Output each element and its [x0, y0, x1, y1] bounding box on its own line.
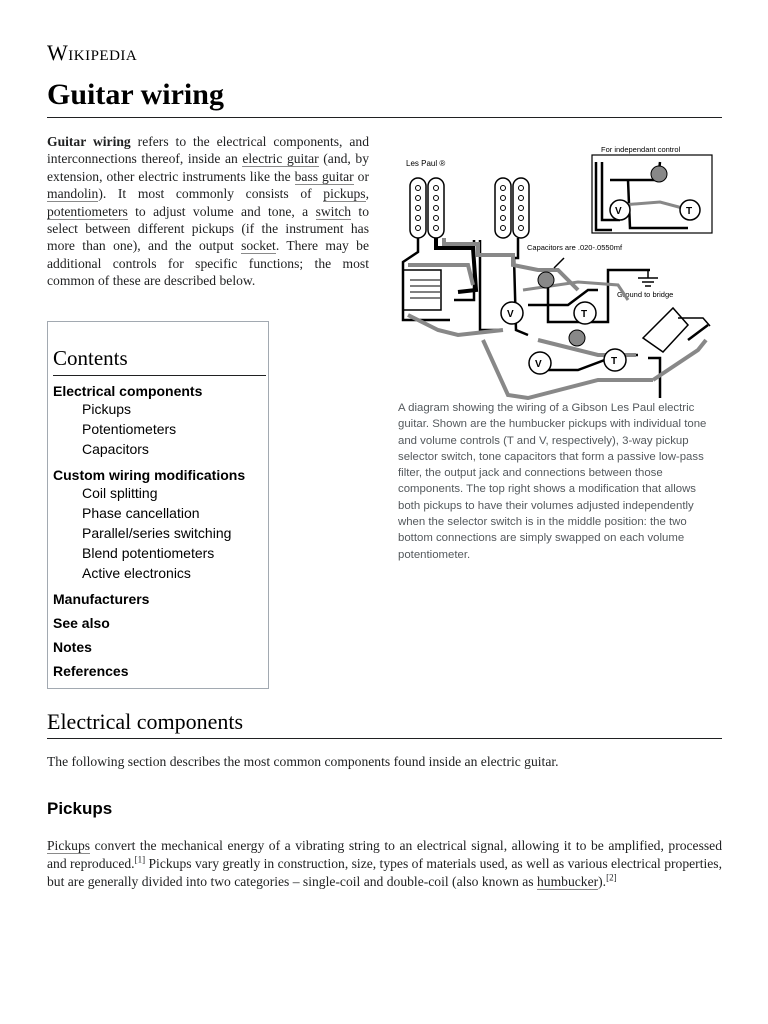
intro-text: or — [353, 168, 369, 184]
volume-pot-1-label: V — [507, 309, 514, 320]
pickups-paragraph — [47, 837, 722, 890]
bridge-pickup — [495, 178, 529, 238]
intro-text: , — [365, 186, 369, 202]
link-socket[interactable]: socket — [241, 238, 276, 254]
intro-text: . There may be additional controls for specific functions; the most common of these are described below. — [47, 238, 369, 289]
intro-text: (and, by extension, other electric instruments like the — [47, 151, 369, 184]
neck-pickup — [410, 178, 444, 238]
link-humbucker[interactable]: humbucker — [537, 873, 599, 889]
selector-switch — [403, 270, 441, 310]
toc-item-electrical-components[interactable]: Electrical components — [53, 383, 203, 399]
toc-item-potentiometers[interactable]: Potentiometers — [82, 421, 177, 437]
inset-box — [592, 155, 712, 233]
tone-capacitor-1 — [538, 272, 554, 288]
intro-text: to adjust volume and tone, a — [127, 203, 316, 219]
output-jack — [643, 308, 688, 352]
ground-symbol — [638, 270, 658, 286]
tone-pot-2-label: T — [611, 356, 618, 367]
title-divider — [47, 117, 722, 118]
figure-caption: A diagram showing the wiring of a Gibson Les Paul electric guitar. Shown are the humbucker pickups with individual tone and volume controls (T and V, respectively), 3-way pickup selector switch, tone capacitors that form a passive low-pass filter, the output jack and connections between those components. The top right shows a modification that allows both pickups to have their volumes adjusted independently when the selector switch is in the middle position: the two bottom connections are simply swapped on each volume potentiometer. — [398, 402, 707, 561]
section-divider — [47, 738, 722, 739]
toc-item-blend-potentiometers[interactable]: Blend potentiometers — [82, 545, 215, 561]
pickups-text: convert the mechanical energy of a vibrating string to an electrical signal, allowing it to be amplified, processed and reproduced. — [47, 838, 722, 871]
wiring-diagram[interactable] — [398, 140, 716, 400]
toc-item-custom-wiring-modifications[interactable]: Custom wiring modifications — [53, 467, 246, 483]
link-electric-guitar[interactable]: electric guitar — [242, 151, 319, 167]
gray-wires — [408, 238, 706, 398]
section-intro-paragraph: The following section describes the most common components found inside an electric guitar. — [47, 754, 559, 769]
toc-divider — [53, 375, 266, 376]
inset-wires — [596, 162, 688, 230]
tone-pot-1-label: T — [581, 309, 588, 320]
intro-text: ). It most commonly consists of — [98, 186, 324, 202]
toc-item-see-also[interactable]: See also — [53, 615, 110, 631]
reference-2[interactable]: [2] — [606, 872, 617, 883]
volume-pot-2-label: V — [535, 359, 542, 370]
page-title: Guitar wiring — [47, 78, 224, 111]
pickups-text: Pickups vary greatly in construction, size, types of materials used, as well as various electrical properties, but are generally divided into two categories – single-coil and double-coil (also known as — [47, 855, 722, 889]
toc-item-phase-cancellation[interactable]: Phase cancellation — [82, 505, 200, 521]
section-heading-electrical-components: Electrical components — [47, 709, 244, 734]
link-potentiometers[interactable]: potentiometers — [47, 203, 128, 219]
reference-1[interactable]: [1] — [134, 854, 146, 865]
inset-capacitor — [651, 166, 667, 182]
toc-item-manufacturers[interactable]: Manufacturers — [53, 591, 150, 607]
intro-paragraph — [47, 133, 369, 290]
link-switch[interactable]: switch — [315, 203, 352, 219]
toc-item-capacitors[interactable]: Capacitors — [82, 441, 149, 457]
inset-tone-label: T — [686, 206, 693, 217]
intro-term: Guitar wiring — [47, 134, 131, 149]
wikipedia-wordmark[interactable]: Wikipedia — [47, 40, 138, 65]
capacitor-arrow — [554, 258, 564, 268]
link-pickups[interactable]: pickups — [323, 186, 366, 202]
tone-capacitor-2 — [569, 330, 585, 346]
link-pickups-article[interactable]: Pickups — [47, 838, 91, 853]
toc-item-references[interactable]: References — [53, 663, 129, 679]
inset-volume-label: V — [615, 206, 622, 217]
label-les-paul: Les Paul ® — [406, 159, 446, 168]
table-of-contents — [47, 321, 269, 689]
intro-text: to select between different pickups (if the instrument has more than one), and the output — [47, 203, 369, 254]
label-ground-to-bridge: Ground to bridge — [617, 290, 674, 299]
toc-item-coil-splitting[interactable]: Coil splitting — [82, 485, 158, 501]
toc-item-notes[interactable]: Notes — [53, 639, 92, 655]
intro-text: refers to the electrical components, and interconnections thereof, inside an — [47, 134, 370, 167]
label-independent-control: For independant control — [601, 145, 681, 154]
toc-title: Contents — [53, 346, 128, 370]
label-capacitors: Capacitors are .020-.0550mf — [527, 243, 623, 252]
link-mandolin[interactable]: mandolin — [47, 186, 99, 202]
toc-item-active-electronics[interactable]: Active electronics — [82, 565, 191, 581]
toc-item-parallel-series-switching[interactable]: Parallel/series switching — [82, 525, 232, 541]
link-bass-guitar[interactable]: bass guitar — [294, 168, 354, 184]
pickups-text: ). — [598, 873, 607, 889]
subsection-heading-pickups: Pickups — [47, 799, 113, 818]
toc-item-pickups[interactable]: Pickups — [82, 401, 132, 417]
